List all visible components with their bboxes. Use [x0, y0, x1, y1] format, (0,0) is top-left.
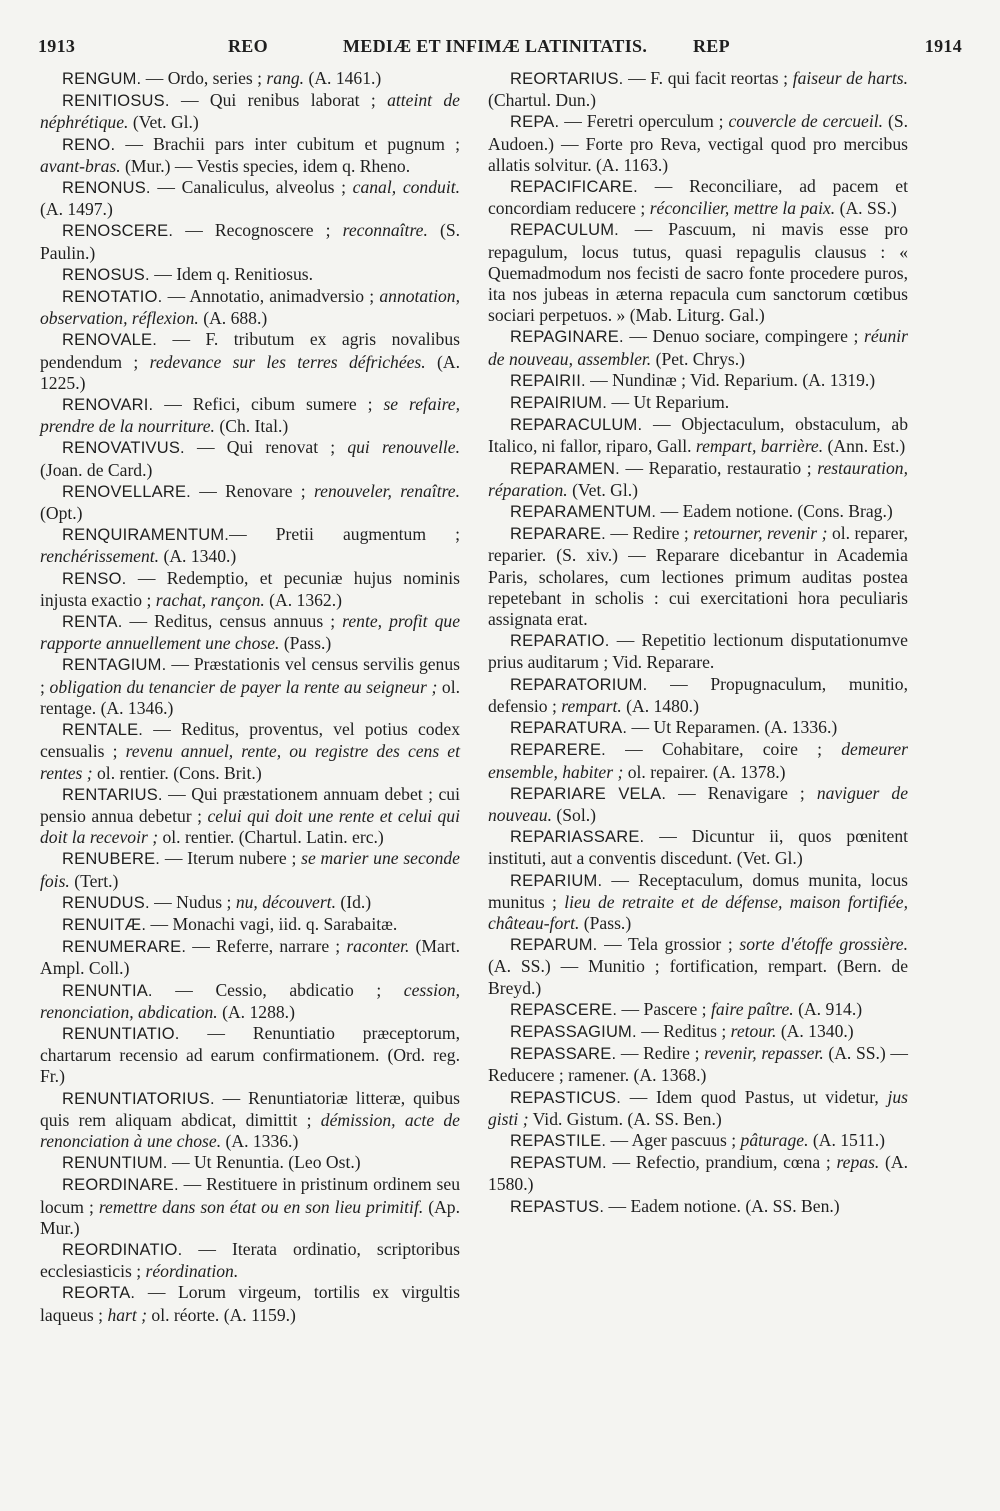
entry-definition: — Redire ;	[616, 1043, 705, 1064]
entry-headword: RENUBERE.	[62, 850, 161, 869]
entry-definition: — Annotatio, animadversio ;	[162, 286, 380, 307]
entry-source: (Ord. reg. Fr.)	[40, 1045, 460, 1087]
entry-headword: RENONUS.	[62, 179, 151, 198]
entry-definition: — Canaliculus, alveolus ;	[150, 177, 353, 198]
entry-headword: REPACULUM.	[510, 221, 619, 240]
entry-definition: — Reditus, census annuus ;	[122, 611, 343, 632]
entry-definition: — F. tributum ex agris novalibus pendendum ;	[40, 329, 460, 372]
entry-headword: RENOSUS.	[62, 265, 150, 284]
entry-source: (Mart. Ampl. Coll.)	[40, 936, 460, 979]
entry-definition: — Qui præstationem annuam debet ; cui pensio annua debetur ;	[40, 783, 460, 826]
entry-definition: — Cessio, abdicatio ;	[152, 979, 404, 1000]
entry-source: (Vet. Gl.)	[128, 112, 199, 133]
dictionary-entry	[40, 848, 460, 891]
entry-definition: — Dicuntur ii, quos pœnitent instituti, aut a conventis discedunt.	[488, 826, 908, 869]
entry-source: (Cons. Brag.)	[793, 501, 893, 522]
entry-french-gloss: obligation du tenancier de payer la rente au seigneur ;	[49, 676, 438, 697]
dictionary-entry	[488, 458, 908, 501]
dictionary-entry	[488, 1021, 908, 1043]
guide-word-right: REP	[693, 36, 730, 56]
entry-french-gloss: remettre dans son état ou en son lieu primitif.	[98, 1196, 424, 1217]
dictionary-entry	[40, 1282, 460, 1325]
entry-source: ol. rentier. (Chartul. Latin. erc.)	[158, 827, 384, 848]
entry-headword: RENOVALE.	[62, 331, 158, 350]
entry-source: (A. 1362.)	[264, 589, 342, 610]
entry-french-gloss: revenu annuel, rente, ou registre des cens et rentes ;	[40, 741, 460, 783]
entry-french-gloss: nu, découvert.	[235, 891, 336, 912]
entry-french-gloss: pâturage.	[740, 1129, 809, 1150]
entry-definition: — Pretii augmentum ;	[229, 524, 460, 545]
entry-headword: RENITIOSUS.	[62, 92, 170, 111]
entry-definition: — Pascuum, ni mavis esse pro repagulum, locus tutus, quasi repagulis clausus : « Quemadmodum nos fecisti de sacro fonte procedere puros, ita nos jubeas in æterna repacula cum sanctorum cœtibus sociari perpetuos. »	[488, 219, 908, 326]
entry-headword: RENUITÆ.	[62, 915, 147, 934]
entry-headword: RENTA.	[62, 613, 123, 632]
entry-source: (A. 688.)	[198, 308, 268, 329]
dictionary-entry	[40, 524, 460, 567]
entry-french-gloss: retour.	[730, 1020, 777, 1041]
running-title: MEDIÆ ET INFIMÆ LATINITATIS.	[343, 36, 648, 56]
entry-headword: REPARATURA.	[510, 719, 628, 738]
entry-source: (Sol.)	[552, 804, 596, 825]
dictionary-entry	[488, 717, 908, 739]
entry-source: (Ch. Ital.)	[214, 416, 289, 437]
entry-headword: RENO.	[62, 135, 116, 154]
entry-headword: RENUMERARE.	[62, 938, 187, 957]
entry-headword: RENOVELLARE.	[62, 482, 191, 501]
entry-source: Vid. Gistum. (A. SS. Ben.)	[528, 1108, 722, 1129]
entry-definition: — Renuntiatio præceptorum, chartarum recensio ad earum confirmationem.	[40, 1022, 460, 1066]
entry-headword: REPAIRII.	[510, 371, 586, 390]
entry-headword: REORDINARE.	[62, 1176, 179, 1195]
entry-definition: — Iterata ordinatio, scriptoribus ecclesiasticis ;	[40, 1238, 460, 1282]
entry-french-gloss: qui renouvelle.	[347, 437, 460, 458]
entry-french-gloss: restauration, réparation.	[488, 457, 908, 500]
dictionary-entry	[40, 134, 460, 177]
entry-french-gloss: revenir, repasser.	[704, 1043, 824, 1064]
entry-definition: — Eadem notione.	[604, 1195, 741, 1216]
dictionary-entry	[488, 414, 908, 457]
dictionary-entry	[488, 68, 908, 111]
entry-source: (Mab. Liturg. Gal.)	[625, 305, 765, 326]
entry-definition: — Reditus, proventus, vel potius codex censualis ;	[40, 719, 460, 762]
entry-source: (A. SS.) — Munitio ; fortification, rempart. (Bern. de Breyd.)	[488, 956, 908, 998]
entry-french-gloss: sorte d'étoffe grossière.	[739, 934, 909, 955]
dictionary-entry	[40, 177, 460, 220]
entry-source: (A. SS. Ben.)	[740, 1195, 840, 1216]
dictionary-entry	[488, 1152, 908, 1195]
entry-source: (A. SS.)	[835, 198, 897, 219]
entry-headword: RENTAGIUM.	[62, 656, 167, 675]
dictionary-entry	[40, 892, 460, 914]
entry-source: (A. 1511.)	[808, 1129, 886, 1150]
entry-headword: REPARIARE VELA.	[510, 784, 667, 803]
dictionary-entry	[40, 68, 460, 90]
entry-french-gloss: lieu de retraite et de défense, maison fortifiée, château-fort.	[488, 891, 908, 933]
entry-definition: — Qui renovat ;	[184, 437, 348, 458]
entry-source: (A. 1480.)	[621, 695, 699, 716]
entry-definition: — Objectaculum, obstaculum, ab Italico, ni fallor, riparo, Gall.	[488, 414, 908, 457]
entry-french-gloss: rang.	[266, 68, 305, 88]
entry-headword: RENOTATIO.	[62, 288, 163, 307]
dictionary-entry	[40, 394, 460, 437]
dictionary-entry	[40, 568, 460, 611]
entry-definition: — Ut Reparium.	[607, 392, 730, 413]
entry-french-gloss: jus gisti ;	[488, 1086, 908, 1129]
entry-headword: REPA.	[510, 113, 560, 132]
entry-definition: — Reparatio, restauratio ;	[619, 457, 818, 478]
entry-french-gloss: renchérissement.	[40, 546, 160, 567]
entry-source: (Joan. de Card.)	[40, 459, 153, 480]
entry-french-gloss: réunir de nouveau, assembler.	[488, 326, 908, 369]
dictionary-entry	[488, 111, 908, 176]
entry-source: (A. 1319.)	[797, 369, 876, 390]
entry-french-gloss: naviguer de nouveau.	[488, 782, 909, 825]
dictionary-entry	[488, 630, 908, 673]
entry-definition: — Redire ;	[605, 523, 694, 544]
entry-source: ol. reparer, reparier. (S. xiv.) — Reparare dicebantur in Academia Paris, scholares, cum lectiones primum auditas postea repetebant in scholis : cui exercitationi hora peculiaris assignata erat.	[488, 523, 909, 630]
entry-source: (Vet. Gl.)	[732, 848, 803, 869]
entry-headword: REORDINATIO.	[62, 1240, 183, 1259]
entry-source: (A. SS.) — Reducere ; ramener. (A. 1368.)	[488, 1043, 908, 1086]
entry-headword: RENTARIUS.	[62, 785, 163, 804]
entry-headword: REORTA.	[62, 1284, 136, 1303]
entry-headword: REPAGINARE.	[510, 328, 624, 347]
dictionary-entry	[40, 1023, 460, 1088]
dictionary-entry	[488, 1087, 908, 1130]
dictionary-entry	[40, 654, 460, 719]
dictionary-entry	[40, 611, 460, 654]
entry-headword: REPARERE.	[510, 741, 606, 760]
entry-french-gloss: hart ;	[107, 1304, 148, 1325]
entry-source: (Ann. Est.)	[823, 436, 906, 457]
entry-headword: RENGUM.	[62, 70, 142, 88]
entry-french-gloss: reconnaître.	[342, 220, 428, 241]
dictionary-entry	[488, 1130, 908, 1152]
dictionary-entry	[488, 674, 908, 717]
entry-french-gloss: canal, conduit.	[352, 177, 460, 198]
entry-source: (Pet. Chrys.)	[651, 348, 746, 369]
entry-headword: REPASTILE.	[510, 1131, 607, 1150]
entry-headword: REPASTICUS.	[510, 1088, 621, 1107]
entry-definition: — Tela grossior ;	[597, 934, 740, 955]
dictionary-entry	[40, 264, 460, 286]
entry-headword: RENUDUS.	[62, 893, 150, 912]
dictionary-entry	[40, 286, 460, 329]
entry-definition: — Cohabitare, coire ;	[605, 739, 842, 760]
entry-definition: — Pascere ;	[617, 998, 711, 1019]
entry-french-gloss: rempart.	[561, 695, 622, 716]
entry-source: (A. 1497.)	[40, 199, 113, 220]
entry-source: (Vet. Gl.)	[567, 479, 639, 500]
entry-definition: — Monachi vagi, iid. q. Sarabaitæ.	[146, 913, 398, 934]
entry-headword: RENOSCERE.	[62, 222, 174, 241]
dictionary-entry	[40, 936, 460, 979]
entry-headword: RENOVATIVUS.	[62, 439, 185, 458]
entry-definition: — Renuntiatoriæ litteræ, quibus quis rem aliquam abdicat, dimittit ;	[40, 1087, 460, 1130]
entry-french-gloss: annotation, observation, réflexion.	[40, 286, 460, 329]
entry-source: ol. repairer. (A. 1378.)	[623, 761, 786, 782]
entry-source: (Opt.)	[40, 503, 83, 524]
dictionary-entry	[40, 1152, 460, 1174]
entry-headword: REPARACULUM.	[510, 416, 643, 435]
entry-french-gloss: raconter.	[346, 936, 410, 957]
entry-definition: — Ut Reparamen.	[627, 717, 760, 738]
entry-headword: REORTARIUS.	[510, 70, 624, 88]
entry-headword: REPASTUS.	[510, 1197, 605, 1216]
dictionary-entry	[488, 370, 908, 392]
entry-source: (A. 1288.)	[217, 1001, 295, 1022]
entry-definition: — Nudus ;	[149, 891, 236, 912]
entry-headword: REPARAMENTUM.	[510, 503, 657, 522]
entry-headword: REPAIRIUM.	[510, 394, 608, 413]
entry-headword: RENUNTIA.	[62, 981, 153, 1000]
entry-headword: RENUNTIATORIUS.	[62, 1089, 215, 1108]
right-column	[488, 68, 908, 1218]
dictionary-entry	[488, 501, 908, 523]
entry-headword: REPARAMEN.	[510, 459, 620, 478]
entry-french-gloss: redevance sur les terres défrichées.	[149, 351, 426, 372]
entry-headword: REPARUM.	[510, 936, 598, 955]
dictionary-entry	[488, 934, 908, 999]
entry-french-gloss: rente, profit que rapporte annuellement une chose.	[40, 611, 460, 654]
entry-source: ol. rentage. (A. 1346.)	[40, 676, 461, 718]
entry-french-gloss: faiseur de harts.	[792, 68, 908, 88]
entry-definition: — Refici, cibum sumere ;	[153, 394, 384, 415]
dictionary-entry	[488, 176, 908, 219]
dictionary-entry	[40, 980, 460, 1023]
entry-definition: — Propugnaculum, munitio, defensio ;	[488, 673, 908, 716]
entry-source: (Tert.)	[69, 870, 119, 891]
entry-definition: — Recognoscere ;	[173, 220, 343, 241]
entry-french-gloss: se refaire, prendre de la nourriture.	[40, 394, 460, 437]
entry-french-gloss: cession, renonciation, abdication.	[40, 979, 460, 1022]
entry-french-gloss: réconcilier, mettre la paix.	[649, 198, 836, 219]
entry-french-gloss: se marier une seconde fois.	[40, 848, 460, 891]
entry-definition: — Ager pascuus ;	[606, 1129, 741, 1150]
dictionary-entry	[40, 481, 460, 524]
entry-french-gloss: renouveler, renaître.	[313, 480, 460, 501]
dictionary-entry	[488, 1043, 908, 1086]
dictionary-entry	[40, 914, 460, 936]
dictionary-entry	[488, 219, 908, 326]
dictionary-entry	[488, 326, 908, 369]
entry-definition: — Idem q. Renitiosus.	[149, 263, 314, 284]
entry-french-gloss: celui qui doit une rente et celui qui doit la recevoir ;	[40, 805, 460, 848]
entry-definition: — Redemptio, et pecuniæ hujus nominis injusta exactio ;	[40, 567, 460, 610]
entry-headword: REPASCERE.	[510, 1000, 618, 1019]
dictionary-entry	[40, 90, 460, 133]
entry-definition: — Denuo sociare, compingere ;	[623, 326, 865, 347]
entry-headword: REPACIFICARE.	[510, 178, 638, 197]
entry-source: (A. 1461.)	[304, 68, 382, 88]
entry-headword: RENQUIRAMENTUM.	[62, 526, 230, 545]
entry-source: (Leo Ost.)	[283, 1152, 361, 1173]
entry-definition: — Ordo, series ;	[141, 68, 267, 88]
entry-source: (S. Paulin.)	[40, 220, 460, 263]
dictionary-entry	[488, 739, 908, 782]
entry-headword: RENOVARI.	[62, 396, 154, 415]
entry-source: ol. réorte. (A. 1159.)	[147, 1304, 296, 1325]
entry-source: (A. 1225.)	[40, 351, 460, 393]
entry-definition: — Renovare ;	[190, 480, 314, 501]
entry-french-gloss: avant-bras.	[40, 155, 121, 176]
entry-french-gloss: repas.	[836, 1152, 880, 1173]
dictionary-entry	[488, 999, 908, 1021]
entry-source: (A. 1336.)	[221, 1130, 299, 1151]
dictionary-entry	[40, 329, 460, 394]
dictionary-entry	[488, 523, 908, 630]
dictionary-entry	[488, 392, 908, 414]
dictionary-entry	[40, 719, 460, 784]
entry-definition: — Repetitio lectionum disputationumve prius auditarum ; Vid. Reparare.	[488, 630, 908, 673]
entry-source: (Mur.) — Vestis species, idem q. Rheno.	[120, 155, 411, 176]
page-number-right: 1914	[924, 36, 962, 56]
entry-source: (Pass.)	[279, 633, 332, 654]
left-column	[40, 68, 460, 1326]
entry-definition: — Præstationis vel census servilis genus ;	[40, 654, 460, 697]
entry-definition: — Qui renibus laborat ;	[169, 90, 388, 111]
entry-headword: REPARATORIUM.	[510, 675, 648, 694]
entry-definition: — Idem quod Pastus, ut videtur,	[621, 1086, 888, 1107]
dictionary-entry	[488, 826, 908, 869]
entry-definition: — Feretri operculum ;	[559, 111, 729, 132]
entry-source: (A. 914.)	[793, 998, 863, 1019]
entry-source: (Chartul. Dun.)	[488, 90, 596, 111]
dictionary-entry	[488, 783, 908, 826]
entry-headword: RENSO.	[62, 569, 127, 588]
entry-french-gloss: faire paître.	[710, 998, 794, 1019]
entry-source: (Pass.)	[579, 912, 632, 933]
entry-headword: REPARIUM.	[510, 871, 603, 890]
entry-source: (A. 1336.)	[760, 717, 838, 738]
entry-headword: REPASTUM.	[510, 1154, 607, 1173]
entry-source: (A. 1340.)	[776, 1020, 854, 1041]
entry-definition: — Lorum virgeum, tortilis ex virgultis laqueus ;	[40, 1282, 460, 1325]
entry-source: (A. 1580.)	[488, 1152, 908, 1195]
dictionary-entry	[40, 437, 460, 480]
entry-definition: — Brachii pars inter cubitum et pugnum ;	[115, 133, 460, 154]
entry-source: ol. rentier. (Cons. Brit.)	[92, 762, 262, 783]
entry-french-gloss: rachat, rançon.	[155, 589, 265, 610]
entry-headword: RENUNTIUM.	[62, 1154, 168, 1173]
entry-headword: REPASSARE.	[510, 1045, 617, 1064]
entry-french-gloss: retourner, revenir ;	[693, 523, 828, 544]
entry-source: (S. Audoen.) — Forte pro Reva, vectigal quod pro mercibus allatis solvitur. (A. 1163.)	[488, 111, 909, 175]
entry-definition: — Nundinæ ; Vid. Reparium.	[585, 369, 798, 390]
entry-source: (Ap. Mur.)	[40, 1196, 460, 1238]
entry-headword: RENUNTIATIO.	[62, 1024, 180, 1043]
entry-french-gloss: couvercle de cercueil.	[728, 111, 884, 132]
entry-headword: REPASSAGIUM.	[510, 1022, 637, 1041]
dictionary-entry	[488, 870, 908, 935]
entry-headword: REPARIASSARE.	[510, 828, 645, 847]
entry-french-gloss: démission, acte de renonciation à une chose.	[40, 1109, 460, 1151]
guide-word-left: REO	[228, 36, 268, 56]
entry-definition: — Eadem notione.	[656, 501, 794, 522]
entry-french-gloss: demeurer ensemble, habiter ;	[488, 739, 908, 782]
entry-headword: RENTALE.	[62, 721, 144, 740]
entry-definition: — Referre, narrare ;	[186, 936, 347, 957]
entry-definition: — Refectio, prandium, cœna ;	[606, 1152, 837, 1173]
entry-definition: — Renavigare ;	[666, 782, 817, 803]
page-number-left: 1913	[38, 36, 76, 56]
dictionary-entry	[40, 784, 460, 849]
entry-french-gloss: rempart, barrière.	[695, 436, 824, 457]
entry-source: (Id.)	[335, 891, 372, 912]
entry-french-gloss: atteint de néphrétique.	[40, 90, 460, 133]
entry-definition: — Reditus ;	[636, 1020, 731, 1041]
dictionary-entry	[40, 1088, 460, 1153]
dictionary-entry	[40, 220, 460, 263]
running-header	[38, 36, 962, 64]
entry-definition: — Receptaculum, domus munita, locus munitus ;	[488, 869, 908, 912]
entry-definition: — Reconciliare, ad pacem et concordiam reducere ;	[488, 176, 908, 219]
entry-french-gloss: réordination.	[145, 1261, 239, 1282]
entry-definition: — Restituere in pristinum ordinem seu locum ;	[40, 1174, 460, 1217]
dictionary-entry	[488, 1196, 908, 1218]
entry-definition: — F. qui facit reortas ;	[623, 68, 793, 88]
dictionary-entry	[40, 1239, 460, 1282]
entry-definition: — Ut Renuntia.	[167, 1152, 284, 1173]
dictionary-entry	[40, 1174, 460, 1239]
entry-headword: REPARATIO.	[510, 632, 610, 651]
entry-source: (A. 1340.)	[159, 546, 237, 567]
entry-definition: — Iterum nubere ;	[160, 848, 302, 869]
entry-headword: REPARARE.	[510, 525, 606, 544]
